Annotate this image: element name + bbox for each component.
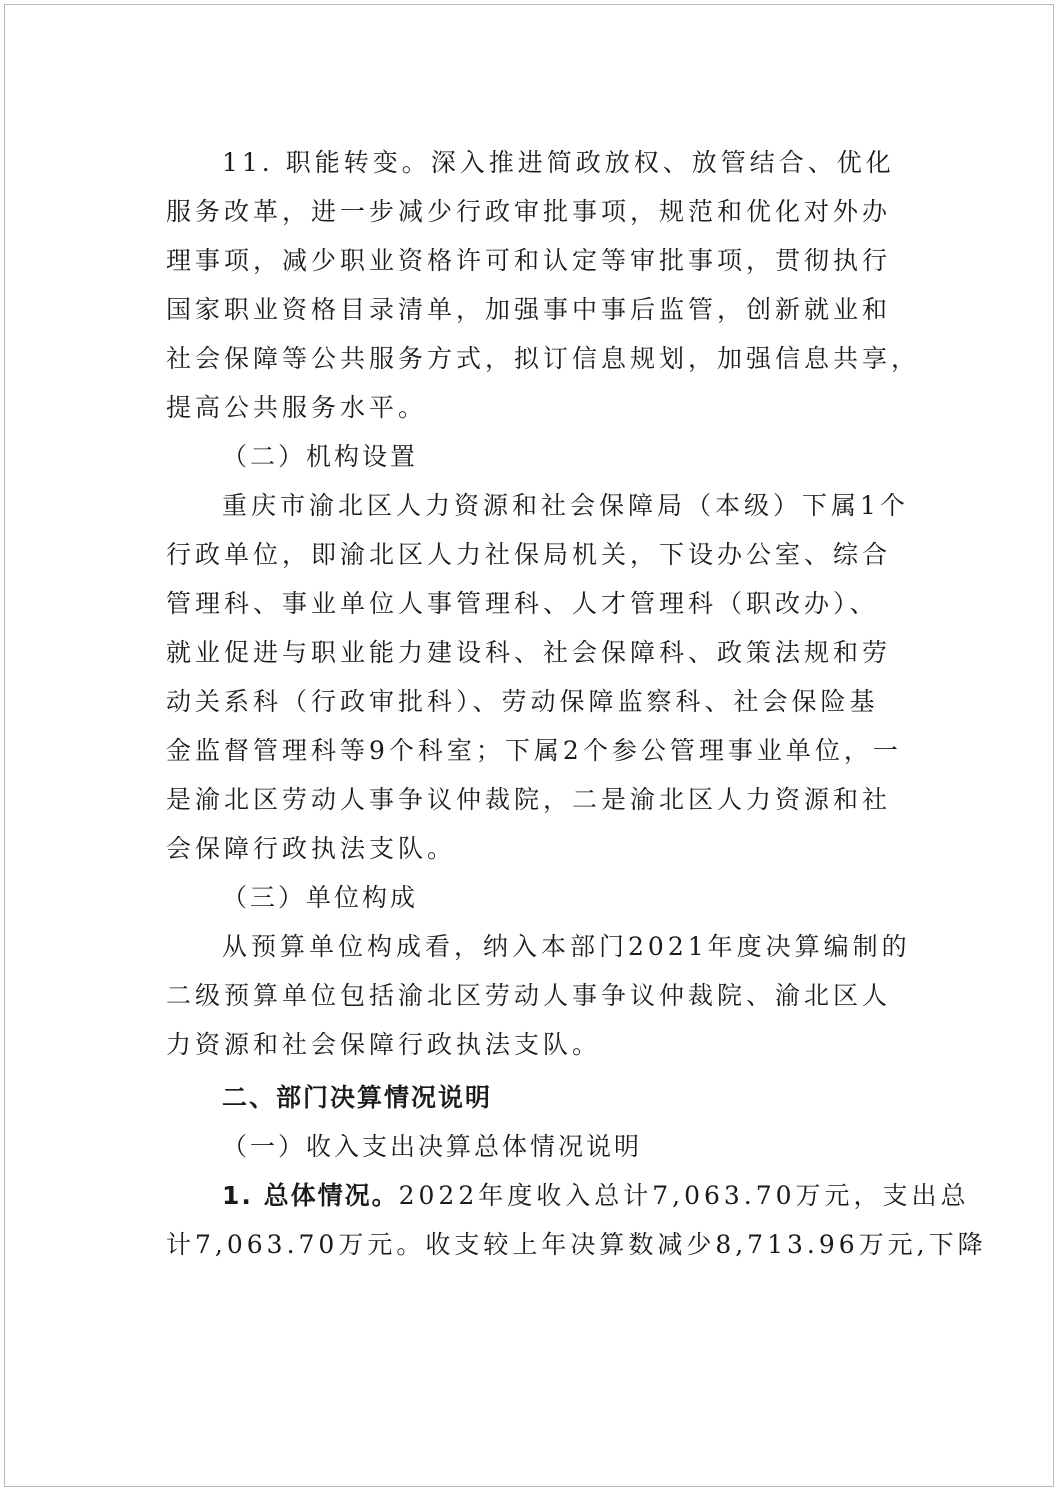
paragraph-line: 行政单位，即渝北区人力社保局机关，下设办公室、综合 xyxy=(166,540,892,569)
paragraph-line: 动关系科（行政审批科）、劳动保障监察科、社会保险基 xyxy=(166,687,879,716)
paragraph-line: 管理科、事业单位人事管理科、人才管理科（职改办）、 xyxy=(166,589,879,618)
paragraph-line-overall xyxy=(222,1180,970,1212)
section-heading-part2: 二、部门决算情况说明 xyxy=(222,1083,493,1112)
paragraph-line: 就业促进与职业能力建设科、社会保障科、政策法规和劳 xyxy=(166,638,892,667)
paragraph-line: 提高公共服务水平。 xyxy=(166,393,428,422)
overall-lead: 1. 总体情况。 xyxy=(222,1181,399,1210)
paragraph-line: 理事项，减少职业资格许可和认定等审批事项，贯彻执行 xyxy=(166,246,892,275)
paragraph-line: 社会保障等公共服务方式，拟订信息规划，加强信息共享， xyxy=(166,344,921,373)
paragraph-line: 计7,063.70万元。收支较上年决算数减少8,713.96万元,下降 xyxy=(166,1230,987,1259)
paragraph-line: 是渝北区劳动人事争议仲裁院，二是渝北区人力资源和社 xyxy=(166,785,892,814)
paragraph-line: 金监督管理科等9个科室；下属2个参公管理事业单位，一 xyxy=(166,736,902,765)
overall-text: 2022年度收入总计7,063.70万元，支出总 xyxy=(398,1181,970,1210)
paragraph-line: 二级预算单位包括渝北区劳动人事争议仲裁院、渝北区人 xyxy=(166,981,892,1010)
paragraph-line: 力资源和社会保障行政执法支队。 xyxy=(166,1030,602,1059)
section-heading-unit-composition: （三）单位构成 xyxy=(222,883,419,912)
paragraph-line: 从预算单位构成看，纳入本部门2021年度决算编制的 xyxy=(222,932,911,961)
section-heading-income-expense: （一）收入支出决算总体情况说明 xyxy=(222,1132,643,1161)
paragraph-line: 服务改革，进一步减少行政审批事项，规范和优化对外办 xyxy=(166,197,892,226)
paragraph-line: 会保障行政执法支队。 xyxy=(166,834,457,863)
section-heading-org-setup: （二）机构设置 xyxy=(222,442,419,471)
paragraph-line: 国家职业资格目录清单，加强事中事后监管，创新就业和 xyxy=(166,295,892,324)
paragraph-line: 重庆市渝北区人力资源和社会保障局（本级）下属1个 xyxy=(222,491,909,520)
paragraph-line: 11. 职能转变。深入推进简政放权、放管结合、优化 xyxy=(222,148,895,177)
